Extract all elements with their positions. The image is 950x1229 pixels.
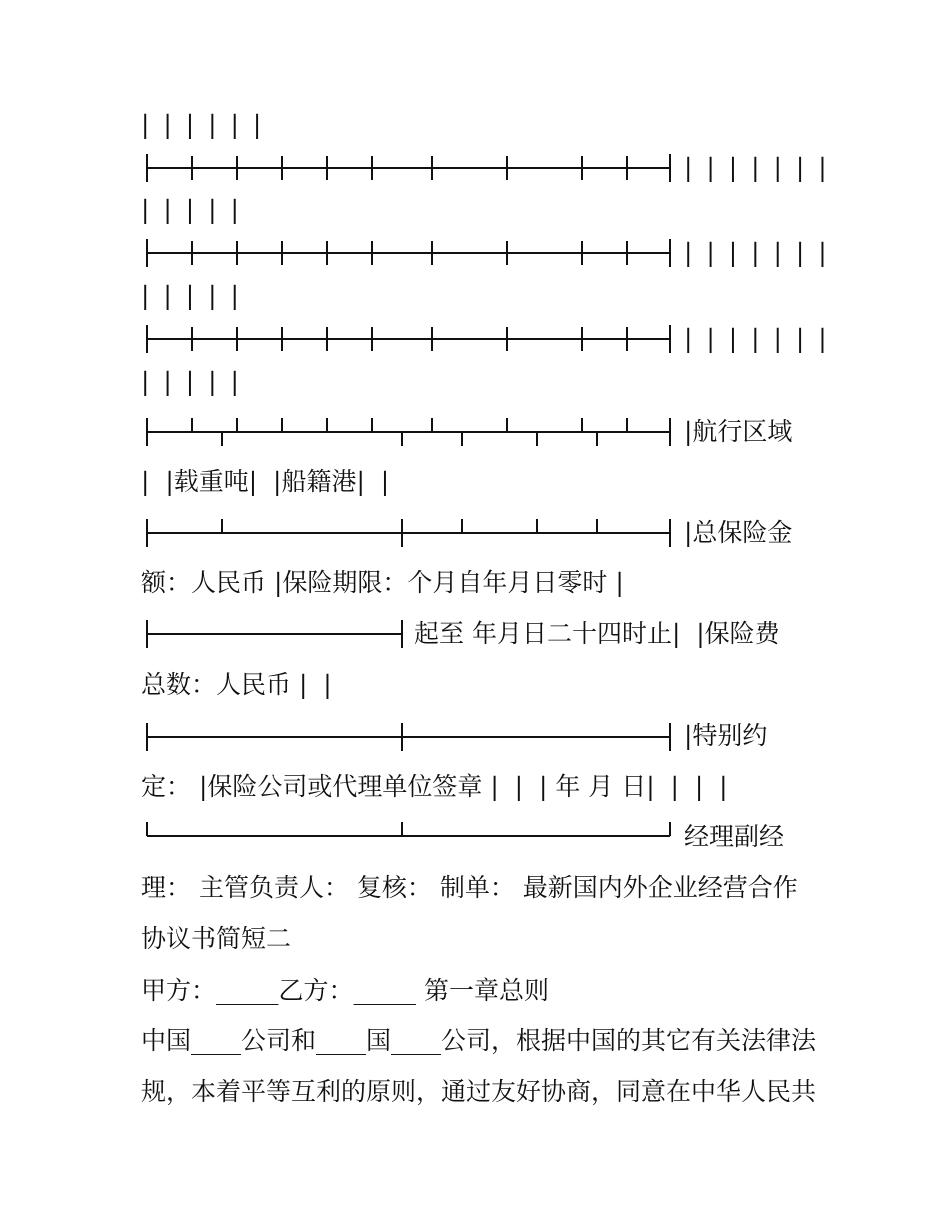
rule-row-1 xyxy=(147,154,670,182)
rule-row-5 xyxy=(147,519,670,547)
rule-row-8 xyxy=(147,822,670,836)
table-border-tail: | | | | | | | xyxy=(684,238,830,267)
rule-row-3 xyxy=(147,325,670,353)
tonnage-port-line: | |载重吨| |船籍港| | xyxy=(141,467,390,496)
rule-row-7 xyxy=(147,723,670,751)
period-end-line: 起至 年月日二十四时止| |保险费 xyxy=(414,619,780,648)
table-border-row: | | | | | xyxy=(141,195,242,224)
table-border-tail: | | | | | | | xyxy=(684,153,830,182)
paragraph-line: 规，本着平等互利的原则，通过友好协商，同意在中华人民共 xyxy=(141,1077,817,1106)
special-terms-label: |特别约 xyxy=(684,721,768,750)
table-border-row: | | | | | xyxy=(141,281,242,310)
parties-line: 甲方：_____乙方：_____ 第一章总则 xyxy=(141,976,549,1005)
agreement-title: 协议书简短二 xyxy=(141,924,292,953)
rule-row-2 xyxy=(147,239,670,267)
signatories-line: 理： 主管负责人： 复核： 制单： 最新国内外企业经营合作 xyxy=(141,873,798,902)
stamp-date-line: 定： |保险公司或代理单位签章 | | | 年 月 日| | | | xyxy=(141,772,728,801)
premium-total-line: 总数：人民币 | | xyxy=(141,670,332,699)
table-border-row: | | | | | xyxy=(141,367,242,396)
paragraph-line: 中国____公司和____国____公司，根据中国的其它有关法律法 xyxy=(141,1026,817,1055)
sum-insured-label: |总保险金 xyxy=(684,518,793,547)
table-border-tail: | | | | | | | xyxy=(684,324,830,353)
rule-row-4 xyxy=(147,418,670,446)
rule-row-6 xyxy=(147,620,402,648)
table-border-row: | | | | | | xyxy=(141,110,265,139)
navigation-area-label: |航行区域 xyxy=(684,417,793,446)
amount-period-line: 额：人民币 |保险期限：个月自年月日零时 | xyxy=(141,568,624,597)
manager-label: 经理副经 xyxy=(684,822,785,851)
